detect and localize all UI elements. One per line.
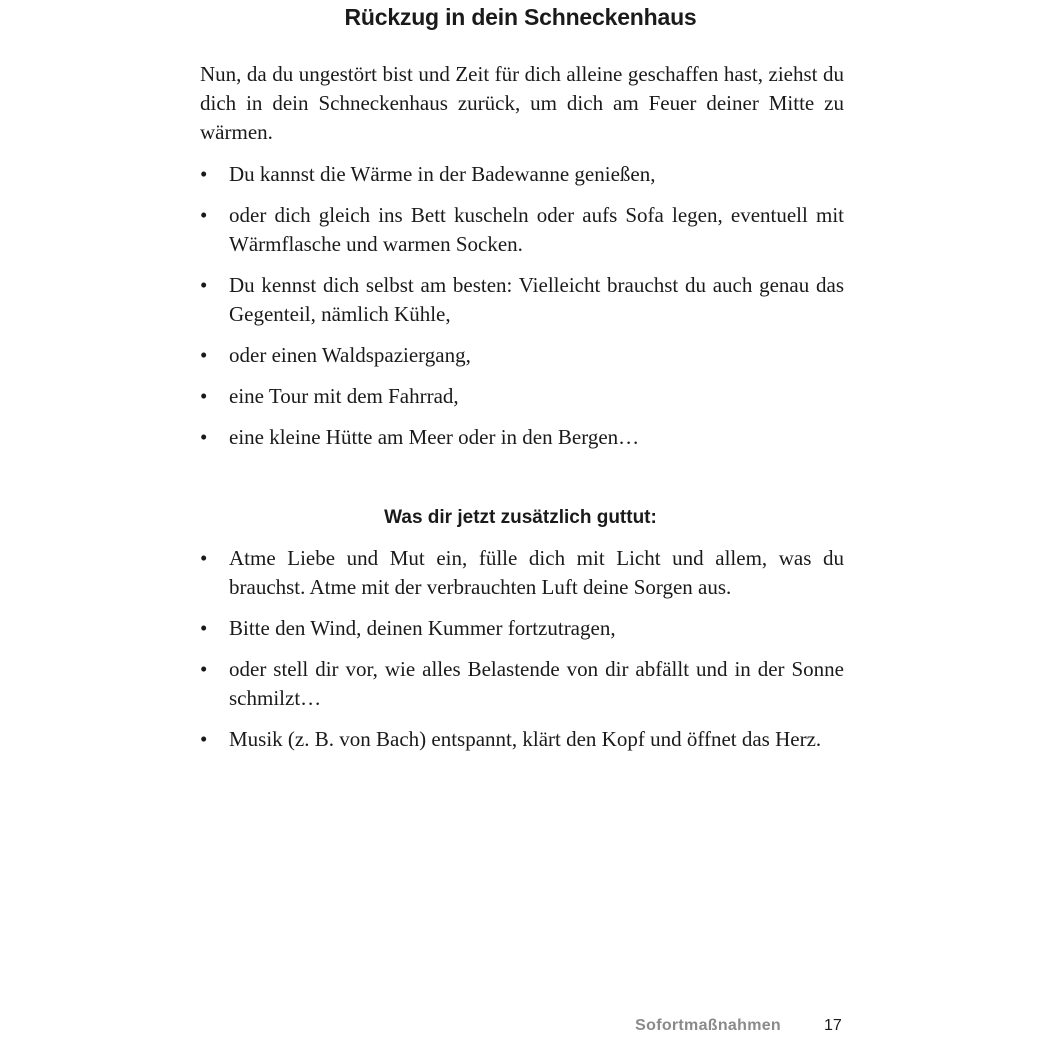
list-item: [200, 271, 844, 329]
bullet-icon: •: [200, 273, 208, 297]
bullet-icon: •: [200, 546, 208, 570]
list-item: [200, 423, 844, 452]
bullet-icon: •: [200, 657, 208, 681]
list-item-text: Atme Liebe und Mut ein, fülle dich mit Licht und allem, was du brauchst. Atme mit der verbrauchten Luft deine Sorgen aus.: [229, 546, 844, 599]
list-item: [200, 160, 844, 189]
list-item-text: Du kannst die Wärme in der Badewanne genießen,: [229, 162, 656, 186]
bullet-icon: •: [200, 384, 208, 408]
list-item: [200, 614, 844, 643]
page-number: 17: [824, 1017, 842, 1034]
list-item: [200, 382, 844, 411]
list-item: [200, 544, 844, 602]
list-item: [200, 201, 844, 259]
bullet-icon: •: [200, 616, 208, 640]
bullet-list-extras: [200, 544, 844, 766]
bullet-icon: •: [200, 343, 208, 367]
list-item-text: Du kennst dich selbst am besten: Vielleicht brauchst du auch genau das Gegenteil, nämlich Kühle,: [229, 273, 844, 326]
list-item: [200, 341, 844, 370]
list-item-text: Bitte den Wind, deinen Kummer fortzutragen,: [229, 616, 616, 640]
bullet-icon: •: [200, 203, 208, 227]
list-item-text: oder stell dir vor, wie alles Belastende von dir abfällt und in der Sonne schmilzt…: [229, 657, 844, 710]
page-title: Rückzug in dein Schneckenhaus: [344, 4, 697, 30]
list-item-text: oder einen Waldspaziergang,: [229, 343, 471, 367]
page-footer: [0, 1017, 1041, 1041]
running-footer-section: Sofortmaßnahmen: [635, 1017, 781, 1034]
list-item-text: oder dich gleich ins Bett kuscheln oder aufs Sofa legen, eventuell mit Wärmflasche und warmen Socken.: [229, 203, 844, 256]
list-item: [200, 655, 844, 713]
intro-paragraph: Nun, da du ungestört bist und Zeit für dich alleine geschaffen hast, ziehst du dich in dein Schneckenhaus zurück, um dich am Feuer deiner Mitte zu wärmen.: [200, 62, 844, 144]
list-item-text: Musik (z. B. von Bach) entspannt, klärt den Kopf und öffnet das Herz.: [229, 727, 822, 751]
bullet-icon: •: [200, 425, 208, 449]
bullet-icon: •: [200, 727, 208, 751]
list-item-text: eine kleine Hütte am Meer oder in den Bergen…: [229, 425, 640, 449]
list-item: [200, 725, 844, 754]
list-item-text: eine Tour mit dem Fahrrad,: [229, 384, 459, 408]
bullet-icon: •: [200, 162, 208, 186]
section-subheading: Was dir jetzt zusätzlich guttut:: [384, 507, 657, 528]
bullet-list-retreat: [200, 160, 844, 464]
